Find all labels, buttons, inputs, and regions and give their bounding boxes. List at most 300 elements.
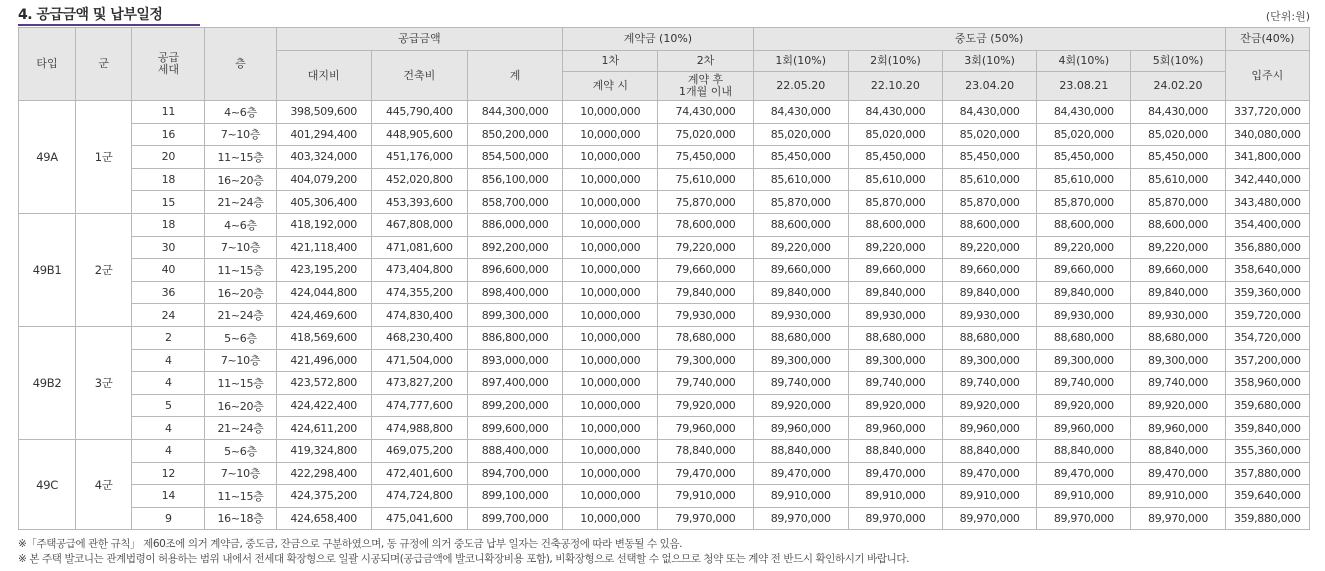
- header-type: 타입: [19, 28, 76, 101]
- cell-building-cost: 467,808,000: [371, 213, 467, 236]
- cell-type: 49A: [19, 101, 76, 214]
- header-supply-units: [132, 28, 205, 101]
- cell-balance: 337,720,000: [1225, 101, 1309, 124]
- cell-balance: 354,720,000: [1225, 326, 1309, 349]
- header-deposit: 계약금 (10%): [563, 28, 753, 51]
- cell-deposit-2: 75,870,000: [658, 191, 753, 214]
- cell-land-cost: 424,658,400: [276, 507, 371, 530]
- cell-supply-units: 20: [132, 146, 205, 169]
- header-balance: 잔금(40%): [1225, 28, 1309, 51]
- header-middle-2: 2회(10%): [848, 51, 942, 72]
- cell-middle-2: 85,020,000: [848, 123, 942, 146]
- cell-land-cost: 403,324,000: [276, 146, 371, 169]
- cell-middle-2: 88,600,000: [848, 213, 942, 236]
- cell-building-cost: 473,404,800: [371, 259, 467, 282]
- cell-middle-2: 85,610,000: [848, 168, 942, 191]
- cell-middle-1: 88,840,000: [753, 439, 848, 462]
- cell-land-cost: 421,118,400: [276, 236, 371, 259]
- table-row: [19, 168, 1310, 191]
- cell-middle-3: 89,920,000: [943, 394, 1037, 417]
- cell-middle-2: 89,910,000: [848, 485, 942, 508]
- cell-group: 4군: [76, 439, 132, 529]
- cell-supply-units: 4: [132, 372, 205, 395]
- cell-type: 49B2: [19, 326, 76, 439]
- cell-land-cost: 424,375,200: [276, 485, 371, 508]
- header-total: 계: [467, 51, 562, 101]
- cell-type: 49B1: [19, 213, 76, 326]
- cell-middle-5: 89,220,000: [1131, 236, 1225, 259]
- cell-land-cost: 422,298,400: [276, 462, 371, 485]
- cell-middle-1: 89,740,000: [753, 372, 848, 395]
- cell-middle-5: 84,430,000: [1131, 101, 1225, 124]
- cell-middle-5: 89,970,000: [1131, 507, 1225, 530]
- cell-supply-units: 24: [132, 304, 205, 327]
- cell-middle-2: 89,840,000: [848, 281, 942, 304]
- table-row: [19, 191, 1310, 214]
- cell-middle-1: 89,220,000: [753, 236, 848, 259]
- cell-total: 858,700,000: [467, 191, 562, 214]
- header-supply-units-line2: 세대: [157, 63, 179, 76]
- cell-middle-4: 85,450,000: [1037, 146, 1131, 169]
- cell-balance: 358,640,000: [1225, 259, 1309, 282]
- cell-total: 892,200,000: [467, 236, 562, 259]
- table-row: [19, 259, 1310, 282]
- cell-supply-units: 15: [132, 191, 205, 214]
- footnotes: [18, 537, 1310, 567]
- cell-middle-3: 89,300,000: [943, 349, 1037, 372]
- cell-deposit-2: 79,740,000: [658, 372, 753, 395]
- cell-middle-1: 89,470,000: [753, 462, 848, 485]
- cell-middle-1: 89,930,000: [753, 304, 848, 327]
- cell-floor: 11~15층: [205, 485, 276, 508]
- cell-middle-4: 89,220,000: [1037, 236, 1131, 259]
- table-row: [19, 281, 1310, 304]
- cell-middle-3: 89,960,000: [943, 417, 1037, 440]
- cell-building-cost: 475,041,600: [371, 507, 467, 530]
- cell-middle-1: 84,430,000: [753, 101, 848, 124]
- cell-floor: 11~15층: [205, 146, 276, 169]
- cell-deposit-1: 10,000,000: [563, 259, 658, 282]
- cell-total: 896,600,000: [467, 259, 562, 282]
- cell-middle-2: 89,220,000: [848, 236, 942, 259]
- table-row: [19, 485, 1310, 508]
- cell-deposit-1: 10,000,000: [563, 372, 658, 395]
- cell-deposit-2: 79,970,000: [658, 507, 753, 530]
- cell-building-cost: 452,020,800: [371, 168, 467, 191]
- header-middle-1: 1회(10%): [753, 51, 848, 72]
- cell-deposit-1: 10,000,000: [563, 123, 658, 146]
- footnote-1: ※「주택공급에 관한 규칙」 제60조에 의거 계약금, 중도금, 잔금으로 구분하였으며, 동 규정에 의거 중도금 납부 일자는 건축공정에 따라 변동될 수 있음.: [18, 538, 683, 550]
- cell-supply-units: 36: [132, 281, 205, 304]
- cell-land-cost: 418,192,000: [276, 213, 371, 236]
- cell-total: 850,200,000: [467, 123, 562, 146]
- cell-land-cost: 423,572,800: [276, 372, 371, 395]
- cell-middle-1: 89,660,000: [753, 259, 848, 282]
- header-middle-4: 4회(10%): [1037, 51, 1131, 72]
- header-deposit-2-sub-line2: 1개월 이내: [679, 85, 732, 98]
- cell-land-cost: 424,611,200: [276, 417, 371, 440]
- cell-deposit-2: 78,840,000: [658, 439, 753, 462]
- cell-middle-4: 89,300,000: [1037, 349, 1131, 372]
- title-underline: [18, 24, 200, 26]
- cell-middle-4: 89,910,000: [1037, 485, 1131, 508]
- header-middle-4-date: 23.08.21: [1037, 72, 1131, 101]
- cell-balance: 359,720,000: [1225, 304, 1309, 327]
- cell-balance: 359,360,000: [1225, 281, 1309, 304]
- cell-middle-3: 85,610,000: [943, 168, 1037, 191]
- table-row: [19, 146, 1310, 169]
- table-row: [19, 462, 1310, 485]
- cell-land-cost: 398,509,600: [276, 101, 371, 124]
- cell-balance: 359,640,000: [1225, 485, 1309, 508]
- table-row: [19, 394, 1310, 417]
- header-middle-payment: 중도금 (50%): [753, 28, 1225, 51]
- cell-middle-1: 85,870,000: [753, 191, 848, 214]
- cell-deposit-1: 10,000,000: [563, 417, 658, 440]
- table-row: [19, 507, 1310, 530]
- cell-floor: 7~10층: [205, 123, 276, 146]
- cell-deposit-1: 10,000,000: [563, 349, 658, 372]
- cell-total: 854,500,000: [467, 146, 562, 169]
- cell-deposit-2: 79,220,000: [658, 236, 753, 259]
- cell-supply-units: 4: [132, 439, 205, 462]
- header-supply-units-line1: 공급: [157, 51, 179, 64]
- cell-middle-1: 89,960,000: [753, 417, 848, 440]
- table-row: [19, 372, 1310, 395]
- cell-deposit-2: 79,300,000: [658, 349, 753, 372]
- cell-deposit-1: 10,000,000: [563, 191, 658, 214]
- cell-deposit-1: 10,000,000: [563, 168, 658, 191]
- cell-deposit-1: 10,000,000: [563, 304, 658, 327]
- cell-building-cost: 469,075,200: [371, 439, 467, 462]
- cell-deposit-2: 79,910,000: [658, 485, 753, 508]
- cell-middle-2: 88,840,000: [848, 439, 942, 462]
- cell-floor: 5~6층: [205, 439, 276, 462]
- cell-middle-3: 84,430,000: [943, 101, 1037, 124]
- cell-middle-5: 89,840,000: [1131, 281, 1225, 304]
- cell-floor: 11~15층: [205, 372, 276, 395]
- cell-floor: 5~6층: [205, 326, 276, 349]
- header-supply-amount: 공급금액: [276, 28, 563, 51]
- cell-deposit-1: 10,000,000: [563, 146, 658, 169]
- cell-supply-units: 40: [132, 259, 205, 282]
- cell-supply-units: 4: [132, 349, 205, 372]
- cell-middle-2: 88,680,000: [848, 326, 942, 349]
- header-deposit-2-sub-line1: 계약 후: [687, 73, 724, 86]
- cell-building-cost: 471,081,600: [371, 236, 467, 259]
- cell-deposit-1: 10,000,000: [563, 507, 658, 530]
- cell-middle-5: 89,920,000: [1131, 394, 1225, 417]
- cell-middle-5: 89,910,000: [1131, 485, 1225, 508]
- cell-balance: 356,880,000: [1225, 236, 1309, 259]
- cell-middle-5: 85,870,000: [1131, 191, 1225, 214]
- cell-land-cost: 419,324,800: [276, 439, 371, 462]
- table-row: [19, 439, 1310, 462]
- cell-middle-3: 89,470,000: [943, 462, 1037, 485]
- unit-label: (단위:원): [1265, 10, 1310, 23]
- cell-middle-4: 85,870,000: [1037, 191, 1131, 214]
- cell-deposit-1: 10,000,000: [563, 101, 658, 124]
- cell-deposit-1: 10,000,000: [563, 281, 658, 304]
- cell-land-cost: 404,079,200: [276, 168, 371, 191]
- cell-supply-units: 4: [132, 417, 205, 440]
- cell-group: 2군: [76, 213, 132, 326]
- cell-floor: 7~10층: [205, 236, 276, 259]
- cell-middle-1: 85,450,000: [753, 146, 848, 169]
- cell-middle-5: 89,300,000: [1131, 349, 1225, 372]
- table-row: [19, 304, 1310, 327]
- cell-total: 899,100,000: [467, 485, 562, 508]
- cell-balance: 341,800,000: [1225, 146, 1309, 169]
- header-middle-3-date: 23.04.20: [943, 72, 1037, 101]
- cell-deposit-1: 10,000,000: [563, 462, 658, 485]
- cell-middle-5: 88,680,000: [1131, 326, 1225, 349]
- header-deposit-1-sub: 계약 시: [563, 72, 658, 101]
- cell-balance: 359,840,000: [1225, 417, 1309, 440]
- header-land-cost: 대지비: [276, 51, 371, 101]
- cell-middle-3: 88,680,000: [943, 326, 1037, 349]
- price-table-body: [19, 101, 1310, 530]
- cell-building-cost: 448,905,600: [371, 123, 467, 146]
- cell-floor: 7~10층: [205, 349, 276, 372]
- cell-land-cost: 423,195,200: [276, 259, 371, 282]
- cell-deposit-2: 79,930,000: [658, 304, 753, 327]
- cell-balance: 359,880,000: [1225, 507, 1309, 530]
- table-row: [19, 236, 1310, 259]
- cell-middle-5: 89,660,000: [1131, 259, 1225, 282]
- cell-middle-1: 89,970,000: [753, 507, 848, 530]
- cell-land-cost: 424,422,400: [276, 394, 371, 417]
- cell-balance: 357,200,000: [1225, 349, 1309, 372]
- cell-middle-3: 85,870,000: [943, 191, 1037, 214]
- cell-type: 49C: [19, 439, 76, 529]
- cell-building-cost: 474,724,800: [371, 485, 467, 508]
- cell-deposit-2: 79,840,000: [658, 281, 753, 304]
- cell-total: 899,200,000: [467, 394, 562, 417]
- cell-total: 888,400,000: [467, 439, 562, 462]
- cell-floor: 7~10층: [205, 462, 276, 485]
- cell-supply-units: 5: [132, 394, 205, 417]
- cell-supply-units: 14: [132, 485, 205, 508]
- cell-middle-5: 89,960,000: [1131, 417, 1225, 440]
- cell-middle-1: 89,920,000: [753, 394, 848, 417]
- cell-building-cost: 473,827,200: [371, 372, 467, 395]
- cell-deposit-2: 79,470,000: [658, 462, 753, 485]
- cell-group: 1군: [76, 101, 132, 214]
- header-balance-sub: 입주시: [1225, 51, 1309, 101]
- cell-middle-4: 85,610,000: [1037, 168, 1131, 191]
- cell-middle-3: 88,600,000: [943, 213, 1037, 236]
- cell-supply-units: 9: [132, 507, 205, 530]
- header-floor: 층: [205, 28, 276, 101]
- cell-total: 893,000,000: [467, 349, 562, 372]
- cell-deposit-2: 74,430,000: [658, 101, 753, 124]
- cell-deposit-1: 10,000,000: [563, 439, 658, 462]
- cell-deposit-2: 75,020,000: [658, 123, 753, 146]
- cell-middle-1: 88,680,000: [753, 326, 848, 349]
- cell-total: 899,300,000: [467, 304, 562, 327]
- cell-floor: 16~20층: [205, 394, 276, 417]
- cell-middle-3: 89,660,000: [943, 259, 1037, 282]
- cell-middle-5: 88,840,000: [1131, 439, 1225, 462]
- cell-group: 3군: [76, 326, 132, 439]
- header-middle-2-date: 22.10.20: [848, 72, 942, 101]
- header-building-cost: 건축비: [371, 51, 467, 101]
- cell-deposit-1: 10,000,000: [563, 485, 658, 508]
- cell-middle-2: 89,660,000: [848, 259, 942, 282]
- cell-deposit-2: 79,660,000: [658, 259, 753, 282]
- cell-total: 897,400,000: [467, 372, 562, 395]
- cell-middle-4: 88,680,000: [1037, 326, 1131, 349]
- page-title: 4. 공급금액 및 납부일정: [18, 7, 163, 23]
- cell-land-cost: 421,496,000: [276, 349, 371, 372]
- cell-middle-1: 89,840,000: [753, 281, 848, 304]
- cell-building-cost: 471,504,000: [371, 349, 467, 372]
- cell-supply-units: 2: [132, 326, 205, 349]
- cell-middle-4: 89,970,000: [1037, 507, 1131, 530]
- cell-middle-1: 85,020,000: [753, 123, 848, 146]
- cell-total: 886,000,000: [467, 213, 562, 236]
- header-middle-1-date: 22.05.20: [753, 72, 848, 101]
- cell-floor: 11~15층: [205, 259, 276, 282]
- cell-middle-4: 85,020,000: [1037, 123, 1131, 146]
- cell-middle-1: 89,910,000: [753, 485, 848, 508]
- cell-middle-2: 89,740,000: [848, 372, 942, 395]
- cell-middle-2: 85,450,000: [848, 146, 942, 169]
- cell-middle-3: 89,740,000: [943, 372, 1037, 395]
- cell-middle-5: 85,610,000: [1131, 168, 1225, 191]
- cell-middle-3: 89,930,000: [943, 304, 1037, 327]
- cell-floor: 21~24층: [205, 191, 276, 214]
- cell-supply-units: 30: [132, 236, 205, 259]
- footnote-2: ※ 본 주택 발코니는 관계법령이 허용하는 범위 내에서 전세대 확장형으로 일괄 시공되며(공급금액에 발코니확장비용 포함), 비확장형으로 선택할 수 없으므로 청약 또는 계약 전 반드시 확인하시기 바랍니다.: [18, 553, 910, 565]
- cell-building-cost: 474,777,600: [371, 394, 467, 417]
- cell-land-cost: 405,306,400: [276, 191, 371, 214]
- cell-floor: 4~6층: [205, 101, 276, 124]
- cell-deposit-2: 78,600,000: [658, 213, 753, 236]
- page-header: [18, 4, 1310, 26]
- header-middle-5-date: 24.02.20: [1131, 72, 1225, 101]
- cell-middle-1: 89,300,000: [753, 349, 848, 372]
- cell-total: 856,100,000: [467, 168, 562, 191]
- cell-middle-1: 88,600,000: [753, 213, 848, 236]
- table-row: [19, 326, 1310, 349]
- cell-middle-5: 89,740,000: [1131, 372, 1225, 395]
- cell-middle-4: 89,660,000: [1037, 259, 1131, 282]
- cell-total: 886,800,000: [467, 326, 562, 349]
- cell-middle-1: 85,610,000: [753, 168, 848, 191]
- cell-middle-2: 89,960,000: [848, 417, 942, 440]
- cell-deposit-2: 78,680,000: [658, 326, 753, 349]
- table-row: [19, 417, 1310, 440]
- cell-middle-3: 89,970,000: [943, 507, 1037, 530]
- cell-middle-5: 89,930,000: [1131, 304, 1225, 327]
- cell-middle-3: 85,450,000: [943, 146, 1037, 169]
- cell-deposit-1: 10,000,000: [563, 326, 658, 349]
- cell-middle-3: 89,910,000: [943, 485, 1037, 508]
- header-deposit-2-sub: [658, 72, 753, 101]
- cell-middle-5: 85,020,000: [1131, 123, 1225, 146]
- cell-total: 898,400,000: [467, 281, 562, 304]
- cell-land-cost: 401,294,400: [276, 123, 371, 146]
- cell-building-cost: 472,401,600: [371, 462, 467, 485]
- cell-deposit-1: 10,000,000: [563, 236, 658, 259]
- cell-building-cost: 474,355,200: [371, 281, 467, 304]
- cell-middle-2: 89,930,000: [848, 304, 942, 327]
- cell-balance: 340,080,000: [1225, 123, 1309, 146]
- cell-balance: 342,440,000: [1225, 168, 1309, 191]
- header-middle-3: 3회(10%): [943, 51, 1037, 72]
- cell-building-cost: 468,230,400: [371, 326, 467, 349]
- cell-balance: 355,360,000: [1225, 439, 1309, 462]
- cell-deposit-1: 10,000,000: [563, 213, 658, 236]
- cell-deposit-2: 79,920,000: [658, 394, 753, 417]
- cell-middle-4: 89,840,000: [1037, 281, 1131, 304]
- table-row: [19, 349, 1310, 372]
- cell-middle-4: 89,920,000: [1037, 394, 1131, 417]
- cell-floor: 16~20층: [205, 168, 276, 191]
- cell-total: 844,300,000: [467, 101, 562, 124]
- cell-building-cost: 474,988,800: [371, 417, 467, 440]
- cell-supply-units: 18: [132, 213, 205, 236]
- header-deposit-2: 2차: [658, 51, 753, 72]
- table-row: [19, 213, 1310, 236]
- cell-balance: 343,480,000: [1225, 191, 1309, 214]
- cell-building-cost: 445,790,400: [371, 101, 467, 124]
- cell-total: 899,600,000: [467, 417, 562, 440]
- cell-middle-3: 89,220,000: [943, 236, 1037, 259]
- cell-balance: 354,400,000: [1225, 213, 1309, 236]
- cell-deposit-2: 75,610,000: [658, 168, 753, 191]
- cell-supply-units: 18: [132, 168, 205, 191]
- table-row: [19, 123, 1310, 146]
- cell-building-cost: 474,830,400: [371, 304, 467, 327]
- cell-land-cost: 424,044,800: [276, 281, 371, 304]
- header-group: 군: [76, 28, 132, 101]
- cell-middle-4: 88,600,000: [1037, 213, 1131, 236]
- cell-land-cost: 424,469,600: [276, 304, 371, 327]
- cell-floor: 21~24층: [205, 417, 276, 440]
- cell-floor: 16~20층: [205, 281, 276, 304]
- cell-middle-5: 85,450,000: [1131, 146, 1225, 169]
- cell-middle-2: 89,920,000: [848, 394, 942, 417]
- cell-building-cost: 451,176,000: [371, 146, 467, 169]
- cell-middle-3: 85,020,000: [943, 123, 1037, 146]
- cell-deposit-2: 79,960,000: [658, 417, 753, 440]
- cell-middle-5: 88,600,000: [1131, 213, 1225, 236]
- cell-middle-4: 89,470,000: [1037, 462, 1131, 485]
- cell-floor: 4~6층: [205, 213, 276, 236]
- cell-middle-4: 89,740,000: [1037, 372, 1131, 395]
- cell-floor: 16~18층: [205, 507, 276, 530]
- cell-balance: 359,680,000: [1225, 394, 1309, 417]
- cell-middle-4: 89,930,000: [1037, 304, 1131, 327]
- cell-middle-2: 84,430,000: [848, 101, 942, 124]
- price-schedule-table: [18, 27, 1310, 530]
- cell-middle-2: 89,470,000: [848, 462, 942, 485]
- cell-middle-4: 89,960,000: [1037, 417, 1131, 440]
- header-middle-5: 5회(10%): [1131, 51, 1225, 72]
- cell-middle-4: 88,840,000: [1037, 439, 1131, 462]
- table-row: [19, 101, 1310, 124]
- cell-total: 894,700,000: [467, 462, 562, 485]
- cell-middle-2: 89,970,000: [848, 507, 942, 530]
- cell-middle-4: 84,430,000: [1037, 101, 1131, 124]
- cell-floor: 21~24층: [205, 304, 276, 327]
- cell-supply-units: 16: [132, 123, 205, 146]
- cell-middle-5: 89,470,000: [1131, 462, 1225, 485]
- cell-supply-units: 12: [132, 462, 205, 485]
